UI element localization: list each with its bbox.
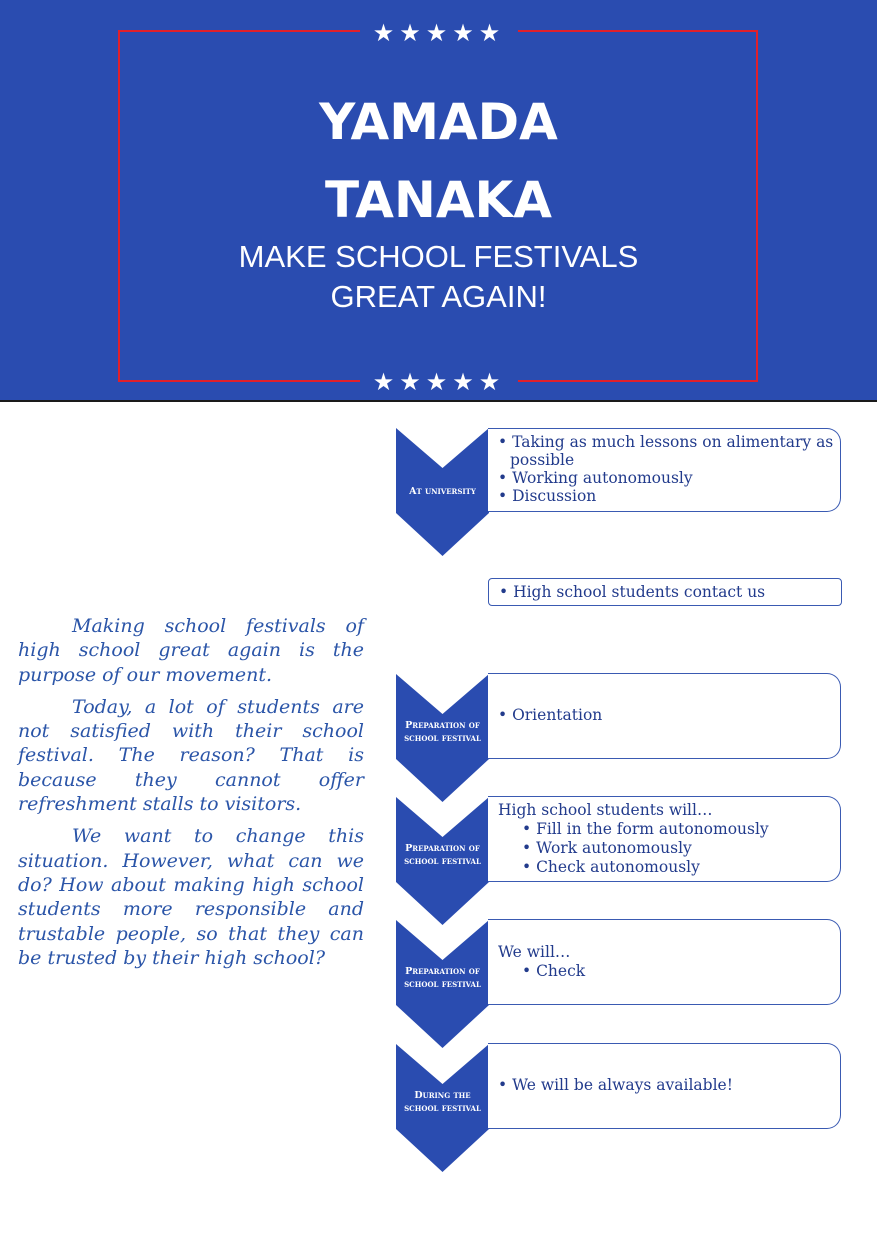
intro-paragraph-1: Making school festivals of high school great again is the purpose of our movement. [18, 615, 364, 686]
campaign-banner [0, 0, 877, 402]
step-5-item: • We will be always available! [498, 1076, 733, 1094]
step-3-header: High school students will… [498, 801, 713, 819]
step-3-item: • Work autonomously [522, 839, 692, 857]
step-4-card [488, 919, 841, 1005]
step-2-label: Preparation of school festival [404, 720, 481, 744]
candidate-name-2: TANAKA [325, 171, 552, 229]
step-4-label: Preparation of school festival [404, 966, 481, 990]
step-3-card [488, 796, 841, 882]
step-5-label: During the school festival [404, 1090, 481, 1114]
stars-top-decoration: ★★★★★ [360, 18, 518, 48]
intro-paragraph-2: Today, a lot of students are not satisfied with their school festival. The reason? That is because they cannot offer refreshment stalls to visitors. [18, 695, 364, 816]
step-1-label: At university [409, 486, 476, 497]
intro-text [18, 614, 364, 978]
slogan-line-1: MAKE SCHOOL FESTIVALS [238, 239, 639, 274]
contact-note: • High school students contact us [488, 578, 842, 606]
intro-paragraph-3: We want to change this situation. However, what can we do? How about making high school students more responsible and trustable people, so that they can be trusted by their high school? [18, 825, 364, 969]
step-1-item: • Discussion [498, 487, 597, 505]
step-4-header: We will… [498, 943, 571, 961]
slogan-line-2: GREAT AGAIN! [330, 279, 547, 314]
step-3-item: • Fill in the form autonomously [522, 820, 769, 838]
candidate-name-1: YAMADA [319, 93, 558, 151]
step-2-item: • Orientation [498, 706, 603, 724]
step-3-item: • Check autonomously [522, 858, 700, 876]
step-1-card [488, 428, 841, 512]
step-1-item: • Working autonomously [498, 469, 693, 487]
step-5-card [488, 1043, 841, 1129]
stars-bottom-decoration: ★★★★★ [360, 367, 518, 397]
step-1-item: • Taking as much lessons on alimentary as possible [498, 433, 834, 469]
step-2-card [488, 673, 841, 759]
step-3-label: Preparation of school festival [404, 843, 481, 867]
step-4-item: • Check [522, 962, 586, 980]
